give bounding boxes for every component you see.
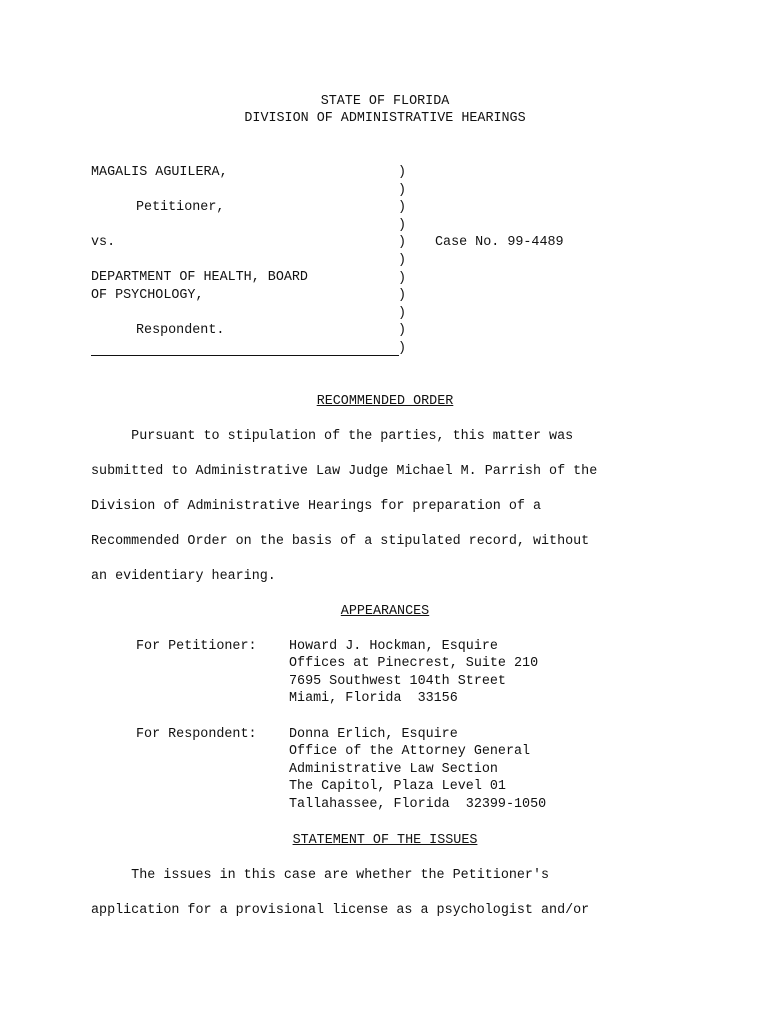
address-line: Miami, Florida 33156 [289,691,458,706]
case-number: Case No. 99-4489 [435,235,564,250]
caption-paren: ) [398,217,407,233]
caption-paren: ) [398,288,407,304]
versus-label: vs. [91,235,116,250]
paragraph-line: Recommended Order on the basis of a stipulated record, without [91,534,590,549]
petitioner-name: MAGALIS AGUILERA, [91,165,228,180]
recommended-order-title: RECOMMENDED ORDER [316,394,454,409]
paragraph-line: submitted to Administrative Law Judge Michael M. Parrish of the [91,464,598,479]
caption-paren: ) [398,340,407,356]
paragraph-line: Division of Administrative Hearings for preparation of a [91,499,541,514]
caption-paren: ) [398,200,407,216]
paragraph-line: The issues in this case are whether the Petitioner's [91,868,550,883]
respondent-role: Respondent. [136,323,225,338]
respondent-counsel-label: For Respondent: [136,727,257,742]
respondent-name-line-2: OF PSYCHOLOGY, [91,288,204,303]
address-line: Howard J. Hockman, Esquire [289,639,498,654]
address-line: Tallahassee, Florida 32399-1050 [289,797,547,812]
address-line: Donna Erlich, Esquire [289,727,458,742]
paragraph-line: an evidentiary hearing. [91,569,276,584]
caption-paren: ) [398,165,407,180]
address-line: 7695 Southwest 104th Street [289,674,506,689]
caption-underline [91,355,399,356]
address-line: The Capitol, Plaza Level 01 [289,779,506,794]
address-line: Administrative Law Section [289,762,498,777]
statement-of-issues-title: STATEMENT OF THE ISSUES [292,833,478,848]
paragraph-line: Pursuant to stipulation of the parties, this matter was [91,429,574,444]
address-line: Office of the Attorney General [289,744,531,759]
caption-paren-column [398,164,410,358]
petitioner-role: Petitioner, [136,200,225,215]
caption-paren: ) [398,252,407,268]
caption-paren: ) [398,270,407,286]
state-heading: STATE OF FLORIDA [320,94,450,109]
caption-paren: ) [398,323,407,339]
caption-paren: ) [398,235,407,251]
division-heading: DIVISION OF ADMINISTRATIVE HEARINGS [244,111,526,126]
petitioner-counsel-label: For Petitioner: [136,639,257,654]
caption-paren: ) [398,305,407,321]
paragraph-line: application for a provisional license as a psychologist and/or [91,903,590,918]
appearances-title: APPEARANCES [340,604,430,619]
address-line: Offices at Pinecrest, Suite 210 [289,656,539,671]
caption-paren: ) [398,182,407,198]
respondent-name-line-1: DEPARTMENT OF HEALTH, BOARD [91,270,308,285]
